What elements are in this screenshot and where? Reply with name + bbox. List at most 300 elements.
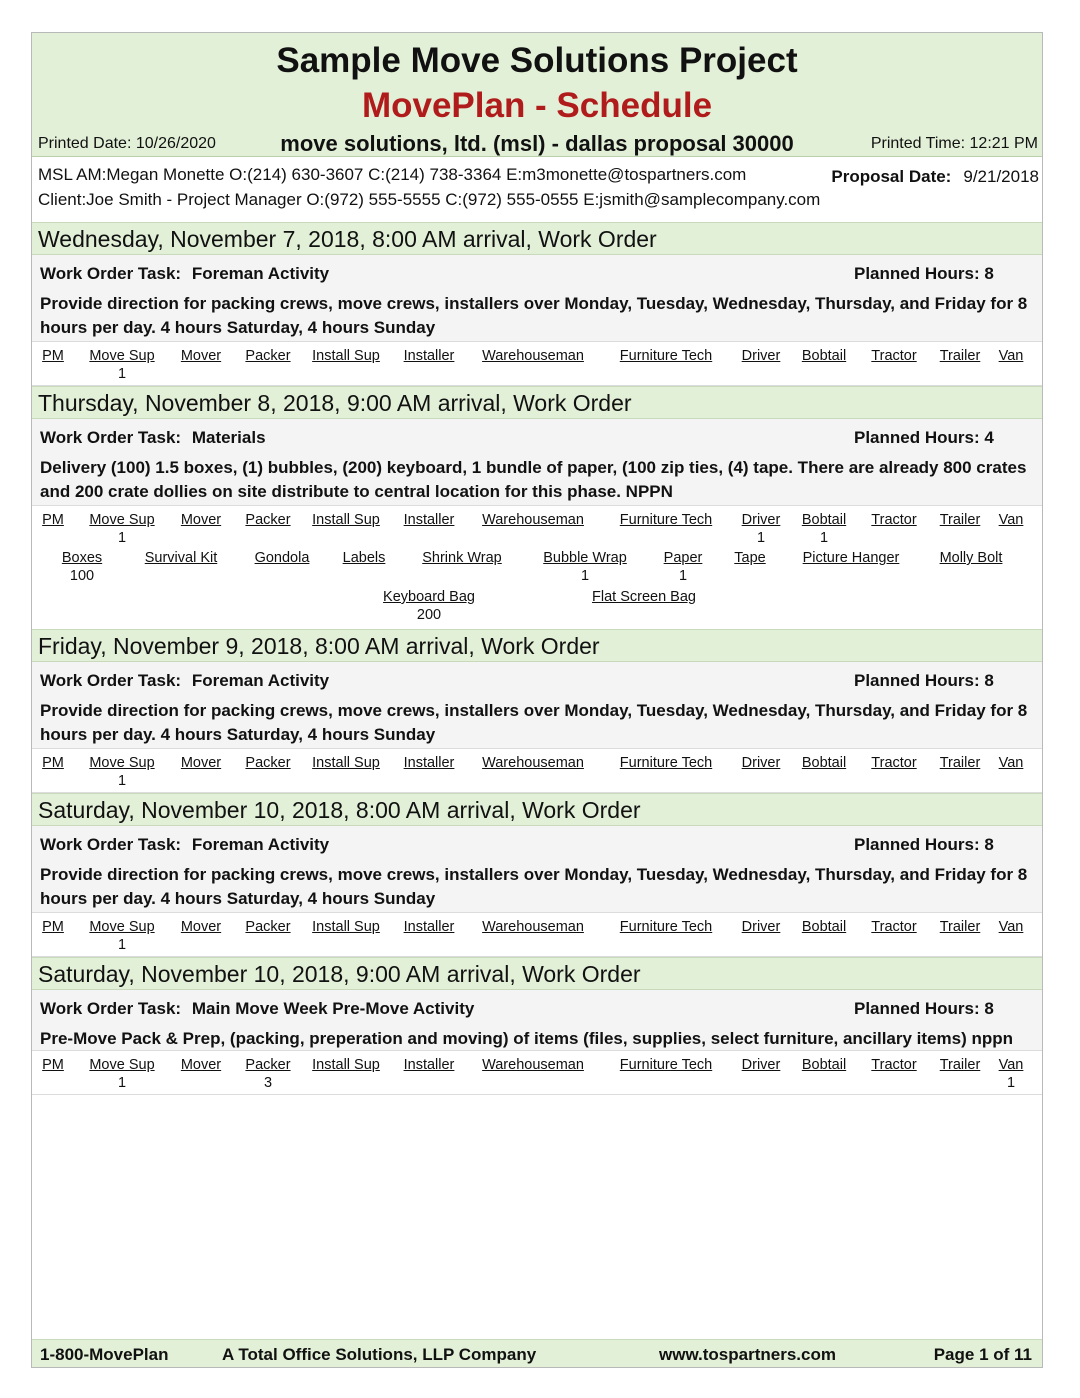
resource-column	[620, 348, 712, 382]
resource-column	[999, 348, 1024, 382]
resource-column	[620, 512, 712, 546]
resource-column	[245, 919, 290, 953]
material-label: Keyboard Bag	[383, 589, 475, 605]
material-column	[664, 550, 703, 584]
resource-column	[802, 919, 846, 953]
resource-column	[245, 755, 290, 789]
resource-column	[404, 919, 455, 953]
resource-column	[404, 1057, 455, 1091]
resource-label: Bobtail	[801, 919, 847, 935]
work-order-date-heading: Friday, November 9, 2018, 8:00 AM arrival, Work Order	[32, 629, 1042, 662]
resource-label: Bobtail	[801, 512, 847, 528]
resource-column	[999, 512, 1024, 546]
resource-count	[181, 935, 221, 953]
resource-label: PM	[42, 1057, 64, 1073]
resource-label: Trailer	[939, 512, 981, 528]
page-number: Page 1 of 11	[933, 1345, 1032, 1364]
footer-phone: 1-800-MovePlan	[40, 1345, 169, 1364]
resource-label: Furniture Tech	[619, 348, 713, 364]
resource-count	[999, 935, 1024, 953]
resource-count: 1	[117, 1075, 127, 1091]
resource-label: Trailer	[939, 755, 981, 771]
resource-count	[404, 1073, 455, 1091]
resource-count	[482, 771, 584, 789]
resource-column	[181, 755, 221, 789]
resource-count	[312, 528, 380, 546]
resource-column	[482, 348, 584, 382]
resource-count	[482, 528, 584, 546]
resource-label: Install Sup	[312, 512, 380, 528]
task-description: Delivery (100) 1.5 boxes, (1) bubbles, (200) keyboard, 1 bundle of paper, (100 zip ties, (4) tape. There are already 800 crates and 200 crate dollies on site distribute to central location for this phase. NPPN	[40, 458, 1027, 501]
resource-column	[312, 348, 380, 382]
resource-column	[871, 755, 916, 789]
resource-column	[871, 348, 916, 382]
task-line	[40, 835, 329, 855]
resource-label: Warehouseman	[482, 348, 584, 364]
work-order-task	[32, 826, 1042, 913]
resource-count: 1	[819, 530, 829, 546]
resource-label: Move Sup	[89, 1057, 155, 1073]
task-label: Work Order Task:	[40, 428, 182, 447]
proposal-date-label: Proposal Date:	[831, 167, 952, 186]
material-count: 100	[69, 568, 95, 584]
planned-hours	[854, 264, 994, 284]
resource-count	[871, 935, 916, 953]
resource-count	[940, 528, 981, 546]
schedule-page	[31, 32, 1043, 1368]
resource-column	[42, 919, 64, 953]
resource-column	[42, 512, 64, 546]
planned-hours-label: Planned Hours:	[854, 999, 980, 1018]
resource-count	[999, 771, 1024, 789]
msl-am-contact: MSL AM:Megan Monette O:(214) 630-3607 C:(214) 738-3364 E:m3monette@tospartners.com	[38, 165, 747, 184]
resource-label: PM	[42, 755, 64, 771]
planned-hours-value: 8	[984, 835, 994, 854]
material-count	[803, 566, 900, 584]
resource-column	[312, 919, 380, 953]
resource-count	[940, 935, 981, 953]
resource-column	[482, 919, 584, 953]
planned-hours-value: 8	[984, 264, 994, 283]
resource-column	[940, 348, 981, 382]
material-column	[734, 550, 765, 584]
resource-column	[245, 1057, 290, 1091]
resource-column	[245, 348, 290, 382]
resource-column	[999, 1057, 1024, 1091]
resource-count	[742, 364, 781, 382]
material-count	[940, 566, 1003, 584]
resource-count: 1	[756, 530, 766, 546]
resource-label: Bobtail	[801, 348, 847, 364]
resource-column	[802, 1057, 846, 1091]
report-subtitle: MovePlan - Schedule	[361, 86, 713, 125]
resource-count	[245, 528, 290, 546]
work-order-date-heading: Thursday, November 8, 2018, 9:00 AM arrival, Work Order	[32, 386, 1042, 419]
resource-label: Warehouseman	[482, 919, 584, 935]
resource-count	[404, 528, 455, 546]
resource-label: Warehouseman	[482, 755, 584, 771]
resource-column	[42, 755, 64, 789]
resource-label: Driver	[741, 919, 781, 935]
material-count	[422, 566, 502, 584]
resource-count	[312, 364, 380, 382]
material-column	[592, 589, 696, 623]
company-proposal: move solutions, ltd. (msl) - dallas proposal 30000	[280, 131, 794, 156]
resource-column	[620, 1057, 712, 1091]
material-label: Flat Screen Bag	[592, 589, 696, 605]
resource-label: Bobtail	[801, 755, 847, 771]
planned-hours	[854, 835, 994, 855]
resource-count	[42, 935, 64, 953]
resource-label: Tractor	[871, 512, 917, 528]
resource-count	[42, 771, 64, 789]
task-name: Foreman Activity	[191, 671, 330, 690]
resource-label: Packer	[245, 755, 291, 771]
task-description: Provide direction for packing crews, move crews, installers over Monday, Tuesday, Wednesday, Thursday, and Friday for 8 hours per day. 4 hours Saturday, 4 hours Sunday	[40, 865, 1028, 908]
resource-column	[871, 512, 916, 546]
resource-column	[42, 1057, 64, 1091]
page-footer	[32, 1339, 1042, 1367]
resource-count: 1	[117, 773, 127, 789]
resource-label: Install Sup	[312, 919, 380, 935]
resource-label: Installer	[403, 512, 455, 528]
resource-count	[404, 935, 455, 953]
client-contact: Client:Joe Smith - Project Manager O:(972) 555-5555 C:(972) 555-0555 E:jsmith@samplecompany.com	[38, 190, 821, 209]
planned-hours	[854, 428, 994, 448]
resource-column	[482, 755, 584, 789]
resource-count	[620, 528, 712, 546]
task-label: Work Order Task:	[40, 999, 182, 1018]
work-order-date-heading: Saturday, November 10, 2018, 8:00 AM arrival, Work Order	[32, 793, 1042, 826]
material-count	[734, 566, 765, 584]
resource-column	[404, 348, 455, 382]
resource-label: Installer	[403, 919, 455, 935]
resource-column	[312, 755, 380, 789]
material-label: Bubble Wrap	[543, 550, 627, 566]
resource-column	[312, 1057, 380, 1091]
resource-count	[482, 935, 584, 953]
planned-hours-label: Planned Hours:	[854, 428, 980, 447]
resource-label: Tractor	[871, 348, 917, 364]
material-column	[343, 550, 386, 584]
materials-row	[32, 550, 1042, 632]
resource-label: Packer	[245, 919, 291, 935]
material-label: Paper	[663, 550, 703, 566]
resource-count: 1	[117, 937, 127, 953]
resource-label: Driver	[741, 348, 781, 364]
material-column	[940, 550, 1003, 584]
material-count	[343, 566, 386, 584]
resource-column	[404, 512, 455, 546]
resource-column	[871, 919, 916, 953]
resource-label: Van	[998, 755, 1024, 771]
resource-label: Warehouseman	[482, 1057, 584, 1073]
resource-count: 3	[263, 1075, 273, 1091]
resource-column	[89, 512, 154, 546]
resource-count	[245, 935, 290, 953]
resource-count	[940, 771, 981, 789]
resource-column	[742, 512, 781, 546]
resource-column	[802, 755, 846, 789]
resource-column	[620, 755, 712, 789]
work-order-task	[32, 662, 1042, 749]
resource-label: Installer	[403, 755, 455, 771]
material-count	[145, 566, 218, 584]
resource-count	[482, 1073, 584, 1091]
material-column	[422, 550, 502, 584]
material-label: Gondola	[254, 550, 310, 566]
resource-label: PM	[42, 919, 64, 935]
material-label: Survival Kit	[144, 550, 218, 566]
resource-count	[312, 771, 380, 789]
resource-count	[742, 771, 781, 789]
material-label: Picture Hanger	[802, 550, 900, 566]
work-order-task	[32, 419, 1042, 506]
resource-column	[999, 919, 1024, 953]
resource-column	[89, 919, 154, 953]
material-column	[543, 550, 627, 584]
resource-label: Install Sup	[312, 1057, 380, 1073]
resource-count	[940, 364, 981, 382]
resource-label: Van	[998, 348, 1024, 364]
resource-count	[742, 935, 781, 953]
resource-label: Tractor	[871, 1057, 917, 1073]
planned-hours-value: 4	[984, 428, 994, 447]
printed-date: Printed Date: 10/26/2020	[38, 135, 216, 152]
resource-label: Van	[998, 919, 1024, 935]
resource-label: Furniture Tech	[619, 1057, 713, 1073]
resource-label: Mover	[180, 919, 222, 935]
work-order-block	[32, 629, 1042, 793]
resource-label: Packer	[245, 512, 291, 528]
resource-label: Install Sup	[312, 755, 380, 771]
planned-hours-label: Planned Hours:	[854, 671, 980, 690]
footer-company: A Total Office Solutions, LLP Company	[222, 1345, 537, 1364]
resource-label: Move Sup	[89, 755, 155, 771]
resource-label: Mover	[180, 755, 222, 771]
material-count: 200	[416, 607, 442, 623]
resource-count	[620, 935, 712, 953]
resource-column	[940, 1057, 981, 1091]
resource-column	[89, 1057, 154, 1091]
printed-time: Printed Time: 12:21 PM	[870, 135, 1038, 152]
resource-label: Mover	[180, 512, 222, 528]
resource-count	[245, 364, 290, 382]
resource-label: Mover	[180, 348, 222, 364]
report-header	[32, 33, 1042, 157]
material-label: Boxes	[61, 550, 103, 566]
resource-column	[312, 512, 380, 546]
planned-hours-label: Planned Hours:	[854, 264, 980, 283]
resource-label: Warehouseman	[482, 512, 584, 528]
material-count	[592, 605, 696, 623]
material-count: 1	[678, 568, 688, 584]
resource-column	[940, 512, 981, 546]
resource-column	[181, 919, 221, 953]
resource-column	[181, 512, 221, 546]
resource-label: Trailer	[939, 919, 981, 935]
resource-row	[32, 506, 1042, 550]
resource-label: Trailer	[939, 348, 981, 364]
resource-count	[802, 364, 846, 382]
resource-row	[32, 913, 1042, 957]
resource-column	[482, 512, 584, 546]
material-label: Shrink Wrap	[422, 550, 502, 566]
task-name: Main Move Week Pre-Move Activity	[191, 999, 475, 1018]
resource-column	[940, 755, 981, 789]
resource-count	[999, 364, 1024, 382]
resource-column	[181, 348, 221, 382]
resource-count	[620, 364, 712, 382]
planned-hours	[854, 671, 994, 691]
resource-row	[32, 1051, 1042, 1095]
resource-label: Install Sup	[312, 348, 380, 364]
proposal-date	[831, 167, 1039, 187]
material-label: Molly Bolt	[939, 550, 1003, 566]
report-title: Sample Move Solutions Project	[276, 41, 798, 80]
resource-count	[871, 528, 916, 546]
task-name: Foreman Activity	[191, 835, 330, 854]
resource-label: Move Sup	[89, 512, 155, 528]
resource-row	[32, 342, 1042, 386]
resource-count	[802, 771, 846, 789]
task-line	[40, 264, 329, 284]
resource-count	[404, 771, 455, 789]
resource-count	[312, 1073, 380, 1091]
task-line	[40, 999, 474, 1019]
resource-column	[482, 1057, 584, 1091]
resource-count	[802, 1073, 846, 1091]
task-line	[40, 671, 329, 691]
resource-count	[871, 771, 916, 789]
resource-column	[802, 512, 846, 546]
material-column	[383, 589, 475, 623]
resource-count	[181, 364, 221, 382]
resource-label: Trailer	[939, 1057, 981, 1073]
resource-count	[999, 528, 1024, 546]
material-count: 1	[580, 568, 590, 584]
resource-count	[42, 528, 64, 546]
resource-column	[940, 919, 981, 953]
resource-count: 1	[117, 530, 127, 546]
resource-column	[742, 919, 781, 953]
resource-label: Furniture Tech	[619, 755, 713, 771]
resource-column	[742, 1057, 781, 1091]
material-column	[255, 550, 310, 584]
resource-label: Installer	[403, 1057, 455, 1073]
resource-label: Move Sup	[89, 348, 155, 364]
resource-count	[482, 364, 584, 382]
resource-count	[42, 1073, 64, 1091]
material-label: Tape	[734, 550, 766, 566]
resource-label: Move Sup	[89, 919, 155, 935]
task-name: Materials	[191, 428, 266, 447]
task-label: Work Order Task:	[40, 264, 182, 283]
resource-column	[181, 1057, 221, 1091]
task-description: Provide direction for packing crews, move crews, installers over Monday, Tuesday, Wednesday, Thursday, and Friday for 8 hours per day. 4 hours Saturday, 4 hours Sunday	[40, 701, 1028, 744]
resource-count	[742, 1073, 781, 1091]
resource-count	[312, 935, 380, 953]
material-label: Labels	[342, 550, 386, 566]
resource-label: Driver	[741, 755, 781, 771]
task-line	[40, 428, 266, 448]
work-order-task	[32, 990, 1042, 1051]
resource-column	[404, 755, 455, 789]
work-order-task	[32, 255, 1042, 342]
resource-label: Mover	[180, 1057, 222, 1073]
resource-label: Furniture Tech	[619, 919, 713, 935]
material-column	[62, 550, 102, 584]
resource-count	[181, 1073, 221, 1091]
resource-label: Driver	[741, 1057, 781, 1073]
resource-label: Bobtail	[801, 1057, 847, 1073]
work-order-block	[32, 957, 1042, 1095]
resource-label: Installer	[403, 348, 455, 364]
work-order-date-heading: Wednesday, November 7, 2018, 8:00 AM arrival, Work Order	[32, 222, 1042, 255]
work-order-block	[32, 793, 1042, 957]
resource-count	[404, 364, 455, 382]
resource-count	[620, 1073, 712, 1091]
resource-count	[871, 364, 916, 382]
task-description: Provide direction for packing crews, move crews, installers over Monday, Tuesday, Wednesday, Thursday, and Friday for 8 hours per day. 4 hours Saturday, 4 hours Sunday	[40, 294, 1028, 337]
resource-label: Driver	[741, 512, 781, 528]
resource-row	[32, 749, 1042, 793]
resource-column	[999, 755, 1024, 789]
proposal-date-value: 9/21/2018	[963, 167, 1039, 186]
resource-count	[245, 771, 290, 789]
resource-count	[42, 364, 64, 382]
resource-label: Tractor	[871, 919, 917, 935]
planned-hours-value: 8	[984, 999, 994, 1018]
resource-count	[181, 528, 221, 546]
resource-count	[940, 1073, 981, 1091]
planned-hours	[854, 999, 994, 1019]
work-order-block	[32, 222, 1042, 386]
material-count	[255, 566, 310, 584]
resource-count	[620, 771, 712, 789]
resource-label: Van	[998, 1057, 1024, 1073]
material-column	[803, 550, 900, 584]
resource-count	[181, 771, 221, 789]
resource-column	[620, 919, 712, 953]
task-description: Pre-Move Pack & Prep, (packing, preperation and moving) of items (files, supplies, select furniture, ancillary items) nppn	[40, 1029, 1014, 1048]
resource-count	[802, 935, 846, 953]
footer-website: www.tospartners.com	[659, 1345, 836, 1364]
work-order-date-heading: Saturday, November 10, 2018, 9:00 AM arrival, Work Order	[32, 957, 1042, 990]
resource-column	[871, 1057, 916, 1091]
resource-count: 1	[117, 366, 127, 382]
planned-hours-label: Planned Hours:	[854, 835, 980, 854]
resource-count	[871, 1073, 916, 1091]
resource-column	[245, 512, 290, 546]
planned-hours-value: 8	[984, 671, 994, 690]
resource-label: Tractor	[871, 755, 917, 771]
task-label: Work Order Task:	[40, 835, 182, 854]
resource-column	[742, 348, 781, 382]
resource-column	[89, 348, 154, 382]
task-name: Foreman Activity	[191, 264, 330, 283]
resource-label: PM	[42, 348, 64, 364]
work-order-block	[32, 386, 1042, 632]
material-column	[145, 550, 218, 584]
task-label: Work Order Task:	[40, 671, 182, 690]
resource-column	[42, 348, 64, 382]
resource-label: Packer	[245, 1057, 291, 1073]
resource-label: Furniture Tech	[619, 512, 713, 528]
resource-label: Van	[998, 512, 1024, 528]
resource-column	[742, 755, 781, 789]
resource-column	[89, 755, 154, 789]
